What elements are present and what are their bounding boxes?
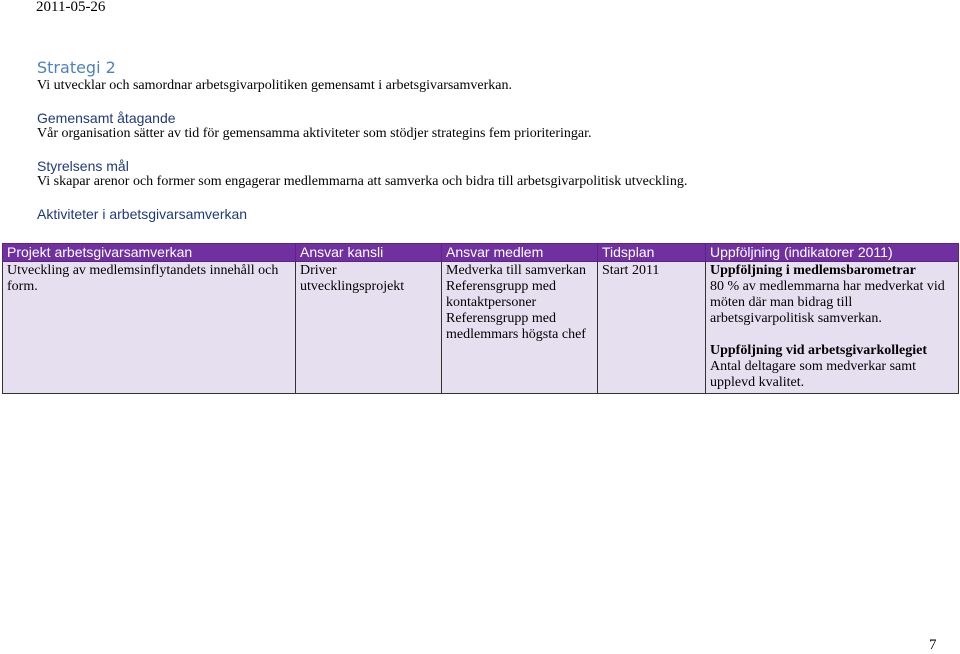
column-header-office: Ansvar kansli — [296, 244, 442, 262]
strategy-title: Strategi 2 — [37, 58, 116, 77]
strategy-description: Vi utvecklar och samordnar arbetsgivarpolitiken gemensamt i arbetsgivarsamverkan. — [37, 78, 512, 93]
page-number: 7 — [929, 637, 937, 653]
table-header-row — [3, 244, 959, 262]
board-goal-heading: Styrelsens mål — [37, 158, 129, 174]
cell-member — [442, 262, 598, 394]
member-item: Referensgrupp med medlemmars högsta chef — [446, 311, 586, 342]
cell-project: Utveckling av medlemsinflytandets innehåll och form. — [3, 262, 296, 394]
column-header-schedule: Tidsplan — [598, 244, 706, 262]
activities-table — [2, 243, 959, 394]
column-header-project: Projekt arbetsgivarsamverkan — [3, 244, 296, 262]
commitment-heading: Gemensamt åtagande — [37, 110, 176, 126]
followup-text: Antal deltagare som medverkar samt upplevd kvalitet. — [710, 359, 917, 390]
document-date: 2011-05-26 — [36, 0, 106, 15]
cell-followup — [706, 262, 959, 394]
commitment-text: Vår organisation sätter av tid för gemensamma aktiviteter som stödjer strategins fem prioriteringar. — [37, 126, 592, 141]
table-row — [3, 262, 959, 394]
followup-text: 80 % av medlemmarna har medverkat vid möten där man bidrag till arbetsgivarpolitisk samverkan. — [710, 279, 945, 326]
followup-title: Uppföljning i medlemsbarometrar — [710, 263, 916, 278]
cell-schedule: Start 2011 — [598, 262, 706, 394]
activities-heading: Aktiviteter i arbetsgivarsamverkan — [37, 206, 248, 222]
member-item: Referensgrupp med kontaktpersoner — [446, 279, 557, 310]
cell-office: Driver utvecklingsprojekt — [296, 262, 442, 394]
member-item: Medverka till samverkan — [446, 263, 586, 278]
column-header-followup: Uppföljning (indikatorer 2011) — [706, 244, 959, 262]
followup-title: Uppföljning vid arbetsgivarkollegiet — [710, 343, 928, 358]
board-goal-text: Vi skapar arenor och former som engagerar medlemmarna att samverka och bidra till arbetsgivarpolitisk utveckling. — [37, 174, 688, 189]
column-header-member: Ansvar medlem — [442, 244, 598, 262]
